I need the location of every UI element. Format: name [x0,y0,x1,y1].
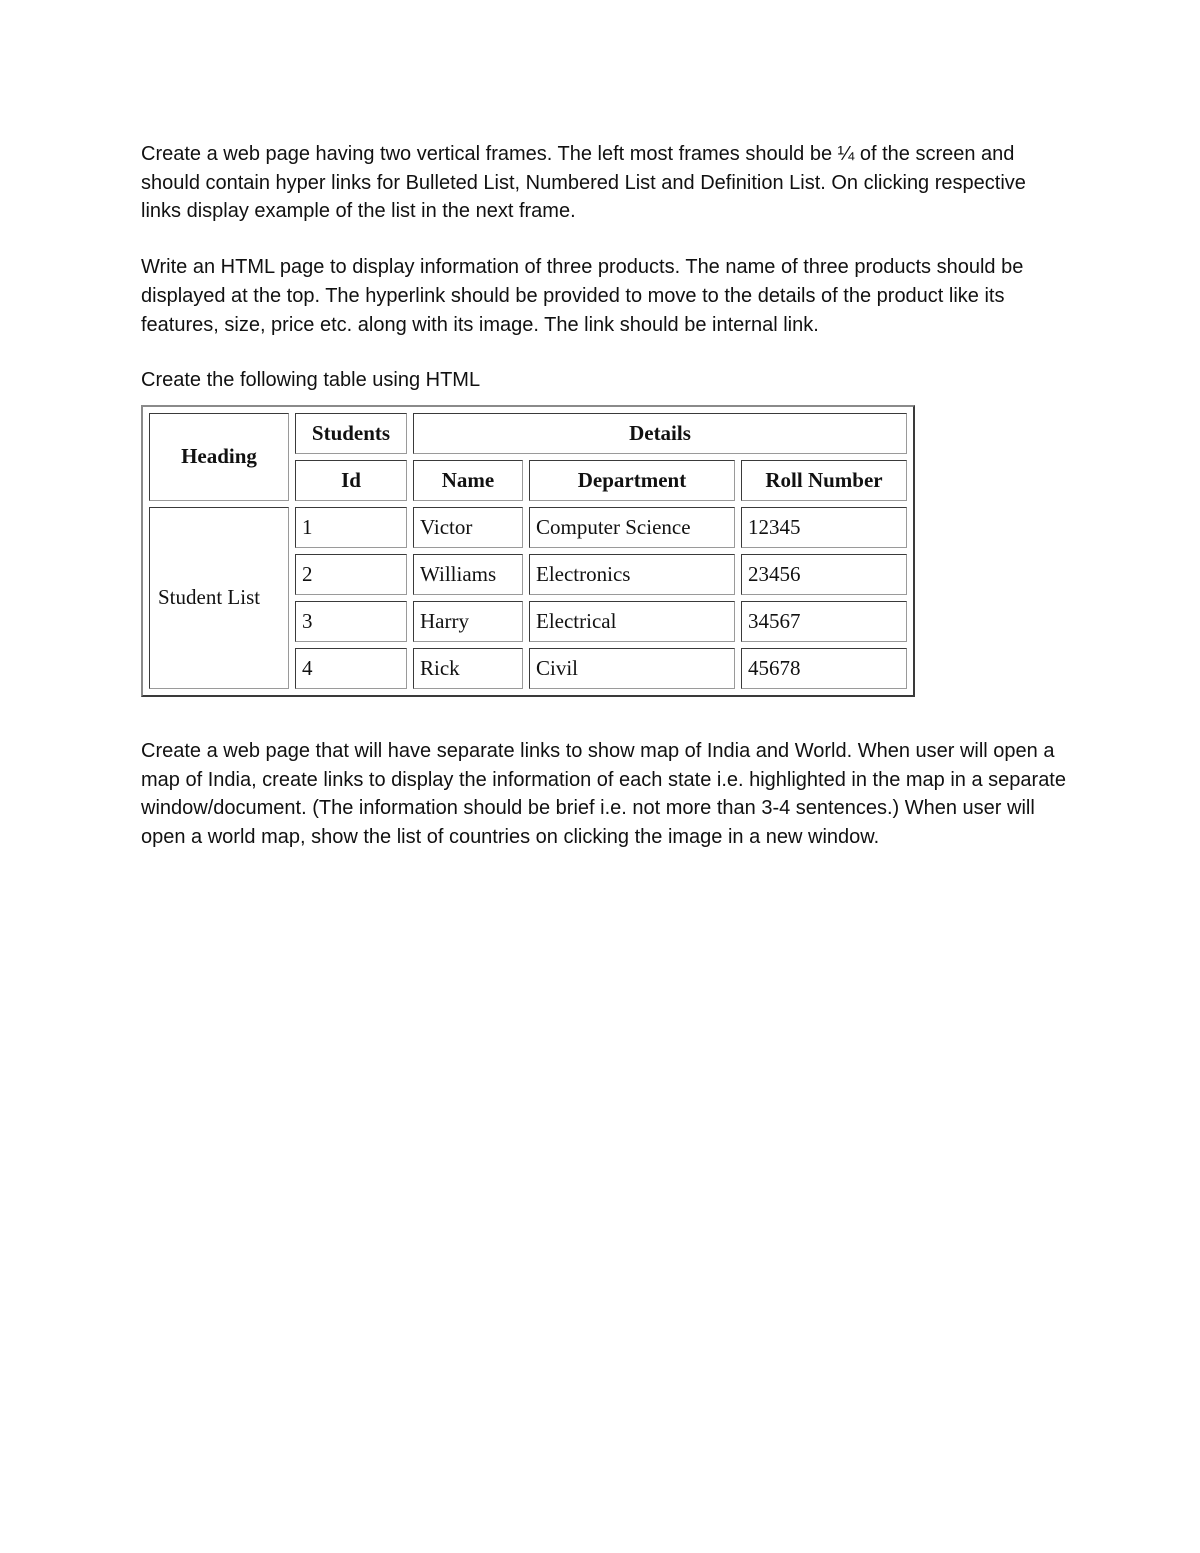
paragraph-products-task: Write an HTML page to display information of three products. The name of three products should be displayed at the top. The hyperlink should be provided to move to the details of the product like its features, size, price etc. along with its image. The link should be internal link. [141,256,1024,336]
paragraph-frames-task: Create a web page having two vertical frames. The left most frames should be ¼ of the screen and should contain hyper links for Bulleted List, Numbered List and Definition List. On clicking respective links display example of the list in the next frame. [141,143,1026,223]
cell-department: Electrical [529,601,735,642]
cell-department: Civil [529,648,735,689]
cell-department: Computer Science [529,507,735,548]
cell-id: 3 [295,601,407,642]
paragraph-maps-task: Create a web page that will have separate links to show map of India and World. When user will open a map of India, create links to display the information of each state i.e. highlighted in the map in a separate window/document. (The information should be brief i.e. not more than 3-4 sentences.) When user will open a world map, show the list of countries on clicking the image in a new window. [141,739,1066,849]
cell-id: 2 [295,554,407,595]
header-details: Details [413,413,907,454]
cell-roll-number: 12345 [741,507,907,548]
document-page [141,140,1071,852]
cell-roll-number: 34567 [741,601,907,642]
column-header-name: Name [413,460,523,501]
table-header-row-1 [149,413,907,454]
cell-name: Williams [413,554,523,595]
cell-roll-number: 45678 [741,648,907,689]
student-table-wrapper [141,405,915,697]
cell-name: Victor [413,507,523,548]
cell-name: Harry [413,601,523,642]
cell-id: 1 [295,507,407,548]
student-table [141,405,915,697]
header-heading: Heading [149,413,289,501]
cell-department: Electronics [529,554,735,595]
table-row [149,507,907,548]
table-caption: Create the following table using HTML [141,369,481,392]
column-header-department: Department [529,460,735,501]
header-students: Students [295,413,407,454]
cell-roll-number: 23456 [741,554,907,595]
cell-name: Rick [413,648,523,689]
column-header-id: Id [295,460,407,501]
cell-id: 4 [295,648,407,689]
column-header-roll-number: Roll Number [741,460,907,501]
row-group-label: Student List [149,507,289,689]
